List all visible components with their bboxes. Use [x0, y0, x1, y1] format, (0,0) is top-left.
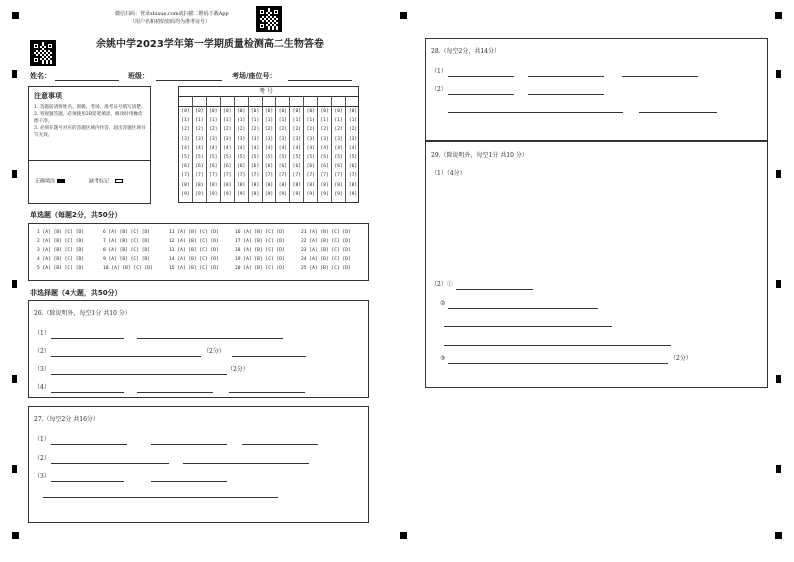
timing-mark: [776, 170, 781, 178]
exam-id-digit-bubble[interactable]: [4]: [236, 145, 246, 151]
exam-id-column: [332, 106, 346, 202]
exam-id-digit-bubble[interactable]: [9]: [320, 191, 329, 197]
exam-id-digit-bubble[interactable]: [0]: [348, 109, 358, 114]
q26-answer-1b[interactable]: [137, 338, 283, 339]
q26-answer-2b[interactable]: [232, 356, 306, 357]
exam-id-column: [249, 106, 263, 202]
q27-answer-box: [28, 406, 369, 523]
name-label: 姓名：: [30, 72, 51, 80]
mcq-item-13[interactable]: 13 [A] [B] [C] [D]: [169, 248, 219, 253]
exam-id-digit-bubble[interactable]: [9]: [181, 191, 190, 197]
exam-id-digit-bubble[interactable]: [0]: [223, 109, 232, 114]
q29-answer-box: [425, 141, 768, 388]
q27-answer-3c[interactable]: [43, 497, 278, 498]
absent-mark-box: [115, 179, 123, 183]
exam-id-digit-bubble[interactable]: [2]: [306, 127, 315, 133]
timing-mark: [12, 465, 17, 473]
exam-id-digit-bubble[interactable]: [8]: [236, 182, 246, 188]
exam-id-digit-bubble[interactable]: [4]: [264, 145, 274, 151]
timing-mark: [12, 375, 17, 383]
exam-id-digit-bubble[interactable]: [4]: [250, 145, 260, 151]
mcq-item-22[interactable]: 22 [A] [B] [C] [D]: [301, 239, 351, 244]
q29-sub2-label: ②: [440, 300, 446, 307]
registration-mark: [400, 12, 407, 19]
q27-answer-1a[interactable]: [51, 444, 127, 445]
mcq-item-3[interactable]: 3 [A] [B] [C] [D]: [37, 248, 85, 253]
exam-id-write-cell[interactable]: [193, 96, 207, 106]
exam-id-write-cell[interactable]: [276, 96, 290, 106]
exam-id-digit-bubble[interactable]: [0]: [292, 109, 301, 114]
timing-mark: [12, 280, 17, 288]
exam-id-digit-bubble[interactable]: [5]: [320, 154, 329, 160]
exam-id-digit-bubble[interactable]: [0]: [264, 109, 274, 114]
exam-id-digit-bubble[interactable]: [5]: [334, 154, 343, 160]
exam-id-column: [346, 106, 360, 202]
exam-id-write-cell[interactable]: [235, 96, 249, 106]
exam-id-digit-bubble[interactable]: [6]: [181, 164, 190, 170]
timing-mark: [12, 70, 17, 78]
exam-id-digit-bubble[interactable]: [3]: [348, 136, 358, 142]
q29-answer-2-2c[interactable]: [444, 345, 671, 346]
exam-id-digit-bubble[interactable]: [1]: [195, 118, 204, 124]
exam-id-column: [318, 106, 332, 202]
exam-id-digit-bubble[interactable]: [6]: [320, 164, 329, 170]
exam-id-digit-bubble[interactable]: [8]: [250, 182, 260, 188]
exam-id-digit-bubble[interactable]: [7]: [306, 173, 315, 179]
mcq-item-11[interactable]: 11 [A] [B] [C] [D]: [169, 230, 219, 235]
exam-id-digit-bubble[interactable]: [7]: [223, 173, 232, 179]
exam-id-digit-bubble[interactable]: [4]: [306, 145, 315, 151]
exam-id-digit-bubble[interactable]: [3]: [306, 136, 315, 142]
exam-id-column: [207, 106, 221, 202]
exam-id-digit-bubble[interactable]: [8]: [334, 182, 343, 188]
class-field[interactable]: [156, 80, 222, 81]
exam-id-digit-bubble[interactable]: [7]: [334, 173, 343, 179]
exam-id-digit-bubble[interactable]: [2]: [292, 127, 301, 133]
exam-id-digit-bubble[interactable]: [1]: [250, 118, 260, 124]
notes-list: [34, 104, 146, 139]
mcq-item-18[interactable]: 18 [A] [B] [C] [D]: [235, 248, 285, 253]
q29-sub3-label: ③: [440, 355, 446, 362]
note-item: 2. 客观题答题，必须使用2B铅笔填涂，修改时用橡皮擦干净。: [34, 112, 143, 124]
exam-id-digit-bubble[interactable]: [4]: [278, 145, 288, 151]
exam-id-digit-bubble[interactable]: [7]: [320, 173, 329, 179]
exam-id-digit-bubble[interactable]: [0]: [306, 109, 315, 114]
exam-id-write-cell[interactable]: [179, 96, 193, 106]
exam-id-write-cell[interactable]: [263, 96, 277, 106]
q28-answer-2a[interactable]: [448, 94, 514, 95]
q26-line3-label: （3）: [34, 366, 50, 373]
exam-id-digit-bubble[interactable]: [0]: [320, 109, 329, 114]
exam-id-column: [263, 106, 277, 202]
exam-id-digit-bubble[interactable]: [3]: [209, 136, 218, 142]
q27-line1-label: （1）: [34, 436, 50, 443]
exam-id-digit-bubble[interactable]: [4]: [223, 145, 232, 151]
q29-sub3-note: （2分）: [670, 355, 692, 362]
exam-id-digit-bubble[interactable]: [8]: [181, 182, 190, 188]
exam-id-digit-bubble[interactable]: [1]: [320, 118, 329, 124]
q27-answer-2a[interactable]: [51, 463, 169, 464]
exam-id-digit-bubble[interactable]: [7]: [209, 173, 218, 179]
exam-id-digit-bubble[interactable]: [4]: [181, 145, 190, 151]
q26-line2-note: （2分）: [203, 348, 225, 355]
exam-id-digit-bubble[interactable]: [1]: [334, 118, 343, 124]
exam-id-digit-bubble[interactable]: [5]: [264, 154, 274, 160]
exam-id-digit-bubble[interactable]: [7]: [181, 173, 190, 179]
q28-line1-label: （1）: [431, 68, 447, 75]
mcq-item-1[interactable]: 1 [A] [B] [C] [D]: [37, 230, 85, 235]
notes-heading: 注意事项: [34, 92, 62, 100]
q27-answer-3a[interactable]: [51, 481, 124, 482]
exam-id-digit-bubble[interactable]: [5]: [236, 154, 246, 160]
exam-id-column: [179, 106, 193, 202]
exam-id-digit-bubble[interactable]: [9]: [209, 191, 218, 197]
q29-answer-2-2[interactable]: [448, 308, 598, 309]
q26-answer-3[interactable]: [51, 374, 227, 375]
mcq-item-23[interactable]: 23 [A] [B] [C] [D]: [301, 248, 351, 253]
exam-id-digit-bubble[interactable]: [6]: [348, 164, 358, 170]
exam-id-write-cell[interactable]: [249, 96, 263, 106]
q29-answer-2-3[interactable]: [448, 363, 668, 364]
exam-id-column: [290, 106, 304, 202]
exam-id-digit-bubble[interactable]: [2]: [264, 127, 274, 133]
exam-id-digit-bubble[interactable]: [7]: [195, 173, 204, 179]
exam-id-write-cell[interactable]: [207, 96, 221, 106]
q27-answer-1b[interactable]: [151, 444, 227, 445]
mcq-item-16[interactable]: 16 [A] [B] [C] [D]: [235, 230, 285, 235]
exam-id-digit-bubble[interactable]: [3]: [320, 136, 329, 142]
mcq-item-19[interactable]: 19 [A] [B] [C] [D]: [235, 257, 285, 262]
exam-id-digit-bubble[interactable]: [3]: [236, 136, 246, 142]
registration-mark: [400, 532, 407, 539]
single-choice-heading: 单选题（每题2分，共50分）: [30, 211, 122, 219]
q26-line4-label: （4）: [34, 384, 50, 391]
timing-mark: [12, 170, 17, 178]
exam-id-digit-bubble[interactable]: [1]: [181, 118, 190, 124]
exam-id-digit-bubble[interactable]: [2]: [236, 127, 246, 133]
exam-id-digit-bubble[interactable]: [5]: [181, 154, 190, 160]
exam-id-digit-bubble[interactable]: [5]: [348, 154, 358, 160]
q26-answer-4a[interactable]: [51, 392, 124, 393]
q26-title: 26.（除说明外，每空1分 共10 分）: [34, 310, 131, 317]
exam-id-digit-bubble[interactable]: [2]: [181, 127, 190, 133]
exam-id-digit-bubble[interactable]: [1]: [264, 118, 274, 124]
registration-mark: [775, 532, 782, 539]
exam-id-column: [304, 106, 318, 202]
mcq-item-21[interactable]: 21 [A] [B] [C] [D]: [301, 230, 351, 235]
exam-id-digit-bubble[interactable]: [6]: [223, 164, 232, 170]
exam-id-digit-bubble[interactable]: [7]: [348, 173, 358, 179]
exam-id-digit-bubble[interactable]: [6]: [236, 164, 246, 170]
exam-id-digit-bubble[interactable]: [1]: [306, 118, 315, 124]
exam-id-digit-bubble[interactable]: [1]: [236, 118, 246, 124]
mcq-item-24[interactable]: 24 [A] [B] [C] [D]: [301, 257, 351, 262]
q28-answer-1c[interactable]: [622, 76, 698, 77]
exam-id-digit-bubble[interactable]: [6]: [306, 164, 315, 170]
timing-mark: [776, 375, 781, 383]
exam-id-digit-bubble[interactable]: [6]: [209, 164, 218, 170]
name-field[interactable]: [55, 80, 119, 81]
exam-id-digit-bubble[interactable]: [9]: [348, 191, 358, 197]
exam-id-digit-bubble[interactable]: [2]: [334, 127, 343, 133]
mcq-item-4[interactable]: 4 [A] [B] [C] [D]: [37, 257, 85, 262]
mcq-item-6[interactable]: 6 [A] [B] [C] [D]: [103, 230, 151, 235]
exam-id-digit-bubble[interactable]: [5]: [195, 154, 204, 160]
class-label: 班级：: [128, 72, 149, 80]
mcq-item-25[interactable]: 25 [A] [B] [C] [D]: [301, 266, 351, 271]
registration-mark: [12, 12, 19, 19]
exam-id-digit-bubble[interactable]: [8]: [306, 182, 315, 188]
exam-id-digit-bubble[interactable]: [4]: [292, 145, 301, 151]
q28-answer-2b[interactable]: [528, 94, 604, 95]
mcq-item-10[interactable]: 10 [A] [B] [C] [D]: [103, 266, 153, 271]
seat-field[interactable]: [288, 80, 352, 81]
mcq-item-17[interactable]: 17 [A] [B] [C] [D]: [235, 239, 285, 244]
exam-id-digit-bubble[interactable]: [9]: [334, 191, 343, 197]
exam-id-digit-bubble[interactable]: [0]: [209, 109, 218, 114]
q26-answer-4b[interactable]: [137, 392, 213, 393]
mcq-item-5[interactable]: 5 [A] [B] [C] [D]: [37, 266, 85, 271]
mcq-item-14[interactable]: 14 [A] [B] [C] [D]: [169, 257, 219, 262]
mcq-item-15[interactable]: 15 [A] [B] [C] [D]: [169, 266, 219, 271]
exam-id-digit-bubble[interactable]: [5]: [223, 154, 232, 160]
exam-id-digit-bubble[interactable]: [8]: [348, 182, 358, 188]
exam-id-digit-bubble[interactable]: [1]: [223, 118, 232, 124]
exam-id-grid: [178, 86, 359, 203]
exam-id-digit-bubble[interactable]: [8]: [320, 182, 329, 188]
exam-id-digit-bubble[interactable]: [2]: [278, 127, 288, 133]
exam-id-digit-bubble[interactable]: [7]: [264, 173, 274, 179]
exam-id-digit-bubble[interactable]: [1]: [348, 118, 358, 124]
exam-id-digit-bubble[interactable]: [6]: [334, 164, 343, 170]
q29-free-answer-area[interactable]: [431, 182, 761, 272]
exam-id-digit-bubble[interactable]: [9]: [250, 191, 260, 197]
exam-id-digit-bubble[interactable]: [9]: [292, 191, 301, 197]
exam-id-column: [276, 106, 290, 202]
exam-id-write-cell[interactable]: [346, 96, 360, 106]
exam-id-digit-bubble[interactable]: [5]: [306, 154, 315, 160]
exam-id-digit-bubble[interactable]: [2]: [250, 127, 260, 133]
exam-id-digit-bubble[interactable]: [4]: [209, 145, 218, 151]
exam-id-column: [235, 106, 249, 202]
q28-answer-2c[interactable]: [448, 112, 623, 113]
q29-line1-label: （1）（4分）: [431, 170, 466, 177]
note-item: 3. 必须在题号对应的答题区域内作答，超出答题区域书写无效。: [34, 126, 146, 138]
q28-line2-label: （2）: [431, 86, 447, 93]
exam-id-digit-bubble[interactable]: [6]: [278, 164, 288, 170]
exam-id-digit-bubble[interactable]: [5]: [250, 154, 260, 160]
q26-answer-4c[interactable]: [229, 392, 305, 393]
q29-answer-2-2b[interactable]: [444, 326, 612, 327]
q28-answer-2d[interactable]: [639, 112, 717, 113]
exam-id-digit-bubble[interactable]: [5]: [292, 154, 301, 160]
note-item: 1. 答题前请将姓名、班级、考场、准考证号填写清楚。: [34, 105, 146, 110]
exam-id-digit-bubble[interactable]: [2]: [223, 127, 232, 133]
q26-answer-box: [28, 300, 369, 398]
q27-line2-label: （2）: [34, 455, 50, 462]
seat-label: 考场/座位号：: [232, 72, 277, 80]
q27-answer-1c[interactable]: [242, 444, 318, 445]
q26-answer-1a[interactable]: [51, 338, 124, 339]
exam-id-digit-bubble[interactable]: [0]: [250, 109, 260, 114]
exam-id-digit-bubble[interactable]: [6]: [250, 164, 260, 170]
exam-id-write-cell[interactable]: [318, 96, 332, 106]
registration-mark: [12, 532, 19, 539]
exam-id-digit-bubble[interactable]: [1]: [278, 118, 288, 124]
exam-id-digit-bubble[interactable]: [2]: [209, 127, 218, 133]
exam-id-digit-bubble[interactable]: [2]: [348, 127, 358, 133]
exam-id-digit-bubble[interactable]: [6]: [264, 164, 274, 170]
exam-id-write-cell[interactable]: [221, 96, 235, 106]
exam-id-digit-bubble[interactable]: [7]: [292, 173, 301, 179]
header-instruction-note: （用户名和初始密码均为准考证号）: [130, 19, 211, 25]
q27-answer-2b[interactable]: [183, 463, 309, 464]
q27-line3-label: （3）: [34, 473, 50, 480]
mcq-item-20[interactable]: 20 [A] [B] [C] [D]: [235, 266, 285, 271]
q27-title: 27.（每空2分 共16分）: [34, 416, 99, 423]
exam-id-digit-bubble[interactable]: [3]: [264, 136, 274, 142]
q29-answer-2-1[interactable]: [456, 289, 533, 290]
exam-id-digit-bubble[interactable]: [9]: [264, 191, 274, 197]
exam-id-digit-bubble[interactable]: [8]: [264, 182, 274, 188]
exam-id-digit-bubble[interactable]: [8]: [195, 182, 204, 188]
exam-id-column: [193, 106, 207, 202]
exam-id-digit-bubble[interactable]: [5]: [209, 154, 218, 160]
exam-id-digit-bubble[interactable]: [6]: [195, 164, 204, 170]
timing-mark: [776, 280, 781, 288]
exam-id-digit-bubble[interactable]: [0]: [236, 109, 246, 114]
page-title: 余姚中学2023学年第一学期质量检测高二生物答卷: [96, 39, 324, 50]
mcq-item-9[interactable]: 9 [A] [B] [C] [D]: [103, 257, 151, 262]
exam-id-digit-bubble[interactable]: [0]: [334, 109, 343, 114]
exam-id-digit-bubble[interactable]: [9]: [195, 191, 204, 197]
q28-title: 28.（每空2分，共14分）: [431, 48, 500, 55]
mcq-item-7[interactable]: 7 [A] [B] [C] [D]: [103, 239, 151, 244]
exam-id-digit-bubble[interactable]: [1]: [209, 118, 218, 124]
registration-mark: [775, 12, 782, 19]
q29-line2-label: （2）①: [431, 281, 453, 288]
exam-id-write-cell[interactable]: [290, 96, 304, 106]
exam-id-digit-bubble[interactable]: [1]: [292, 118, 301, 124]
exam-id-digit-bubble[interactable]: [3]: [250, 136, 260, 142]
exam-id-digit-bubble[interactable]: [0]: [278, 109, 288, 114]
exam-id-digit-bubble[interactable]: [9]: [223, 191, 232, 197]
exam-id-digit-bubble[interactable]: [8]: [292, 182, 301, 188]
q26-answer-2a[interactable]: [51, 356, 201, 357]
qr-code-sheet: [30, 40, 56, 66]
q28-answer-box: [425, 38, 768, 141]
exam-id-digit-bubble[interactable]: [0]: [195, 109, 204, 114]
exam-id-write-cell[interactable]: [304, 96, 318, 106]
q29-title: 29.（除说明外，每空1分 共10 分）: [431, 152, 528, 159]
exam-id-digit-bubble[interactable]: [7]: [250, 173, 260, 179]
mcq-item-8[interactable]: 8 [A] [B] [C] [D]: [103, 248, 151, 253]
exam-id-digit-bubble[interactable]: [8]: [278, 182, 288, 188]
qr-code-header: [256, 6, 282, 32]
exam-id-digit-bubble[interactable]: [4]: [195, 145, 204, 151]
q28-answer-1b[interactable]: [528, 76, 604, 77]
q27-answer-3b[interactable]: [151, 481, 227, 482]
notes-box: [28, 86, 151, 204]
exam-id-digit-bubble[interactable]: [7]: [278, 173, 288, 179]
exam-id-digit-bubble[interactable]: [0]: [181, 109, 190, 114]
exam-id-digit-bubble[interactable]: [3]: [278, 136, 288, 142]
exam-id-digit-bubble[interactable]: [4]: [320, 145, 329, 151]
timing-mark: [776, 465, 781, 473]
exam-id-digit-bubble[interactable]: [3]: [334, 136, 343, 142]
exam-id-digit-bubble[interactable]: [3]: [195, 136, 204, 142]
exam-id-digit-bubble[interactable]: [7]: [236, 173, 246, 179]
non-choice-heading: 非选择题（4大题，共50分）: [30, 289, 122, 297]
single-choice-area: [28, 223, 369, 281]
filled-mark-sample: [57, 179, 65, 183]
exam-id-digit-bubble[interactable]: [8]: [209, 182, 218, 188]
q26-line2-label: （2）: [34, 348, 50, 355]
absent-mark-label: 缺考标记: [89, 179, 123, 185]
mcq-item-2[interactable]: 2 [A] [B] [C] [D]: [37, 239, 85, 244]
exam-id-digit-bubble[interactable]: [3]: [181, 136, 190, 142]
exam-id-digit-bubble[interactable]: [8]: [223, 182, 232, 188]
exam-id-digit-bubble[interactable]: [2]: [195, 127, 204, 133]
exam-id-digit-bubble[interactable]: [2]: [320, 127, 329, 133]
exam-id-digit-bubble[interactable]: [9]: [236, 191, 246, 197]
mcq-item-12[interactable]: 12 [A] [B] [C] [D]: [169, 239, 219, 244]
exam-id-digit-bubble[interactable]: [6]: [292, 164, 301, 170]
timing-mark: [776, 70, 781, 78]
exam-id-digit-bubble[interactable]: [9]: [306, 191, 315, 197]
exam-id-digit-bubble[interactable]: [3]: [292, 136, 301, 142]
exam-id-heading: 考 号: [259, 88, 273, 95]
exam-id-write-cell[interactable]: [332, 96, 346, 106]
exam-id-column: [221, 106, 235, 202]
exam-id-digit-bubble[interactable]: [5]: [278, 154, 288, 160]
exam-id-digit-bubble[interactable]: [9]: [278, 191, 288, 197]
q26-line3-note: （2分）: [227, 366, 249, 373]
exam-id-digit-bubble[interactable]: [4]: [348, 145, 358, 151]
header-instruction: 微信扫码：登录zhixue.com或扫描二维码下载App: [115, 11, 229, 17]
correct-mark-label: 正确填涂: [35, 179, 65, 185]
exam-id-digit-bubble[interactable]: [4]: [334, 145, 343, 151]
q26-line1-label: （1）: [34, 330, 50, 337]
q28-answer-1a[interactable]: [448, 76, 514, 77]
exam-id-digit-bubble[interactable]: [3]: [223, 136, 232, 142]
